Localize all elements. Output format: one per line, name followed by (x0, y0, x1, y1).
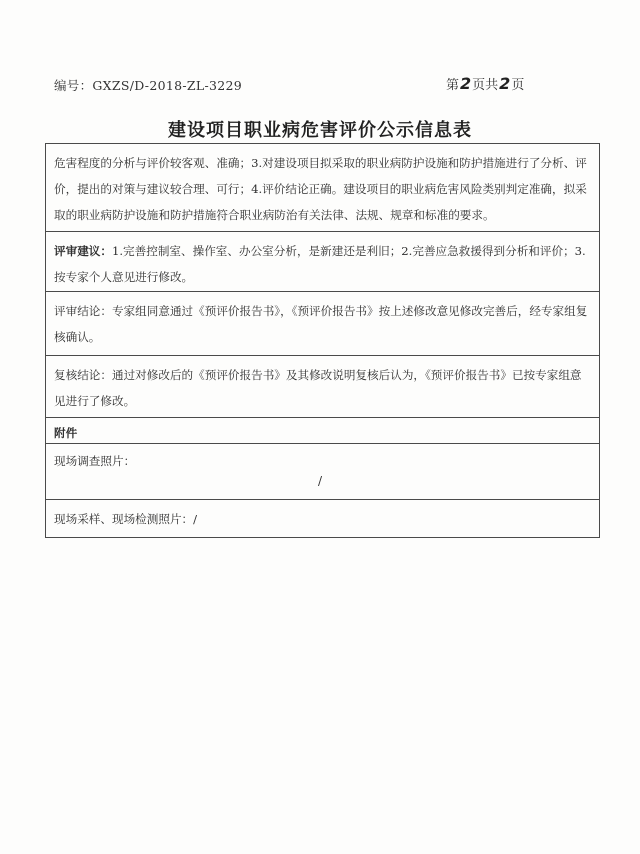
suggestion-row (46, 232, 599, 292)
page-count (446, 74, 524, 93)
page-prefix: 第 (446, 78, 460, 93)
page-total-handwritten: 2 (499, 74, 511, 93)
info-table (45, 143, 600, 538)
conclusion-text: 评审结论：专家组同意通过《预评价报告书》，《预评价报告书》按上述修改意见修改完善后，经专家组复核确认。 (54, 304, 588, 344)
page-title: 建设项目职业病危害评价公示信息表 (168, 120, 472, 141)
review-text: 复核结论：通过对修改后的《预评价报告书》及其修改说明复核后认为，《预评价报告书》已按专家组意见进行了修改。 (54, 368, 582, 408)
page-suffix: 页 (511, 78, 525, 93)
sampling-photos-text: 现场采样、现场检测照片：/ (54, 512, 198, 526)
conclusion-row (46, 292, 599, 356)
suggestion-paragraph (54, 238, 591, 290)
attachment-label: 附件 (54, 426, 78, 440)
suggestion-text: 1.完善控制室、操作室、办公室分析，是新建还是利旧；2.完善应急救援得到分析和评价；3.按专家个人意见进行修改。 (54, 244, 586, 284)
document-number: 编号：GXZS/D-2018-ZL-3229 (54, 78, 242, 93)
site-photos-label: 现场调查照片： (54, 454, 136, 468)
assessment-text: 危害程度的分析与评价较客观、准确；3.对建设项目拟采取的职业病防护设施和防护措施进行了分析、评价，提出的对策与建议较合理、可行；4.评价结论正确。建设项目的职业病危害风险类别判定准确，拟采取的职业病防护设施和防护措施符合职业病防治有关法律、法规、规章和标准的要求。 (54, 156, 587, 222)
assessment-row (46, 144, 599, 232)
review-row (46, 356, 599, 418)
suggestion-label: 评审建议： (54, 244, 112, 258)
page-middle: 页共 (472, 78, 499, 93)
sampling-photos-row (46, 500, 599, 537)
attachment-row (46, 418, 599, 444)
page-current-handwritten: 2 (460, 74, 472, 93)
site-photos-row (46, 444, 599, 500)
site-photos-value: / (318, 474, 323, 488)
